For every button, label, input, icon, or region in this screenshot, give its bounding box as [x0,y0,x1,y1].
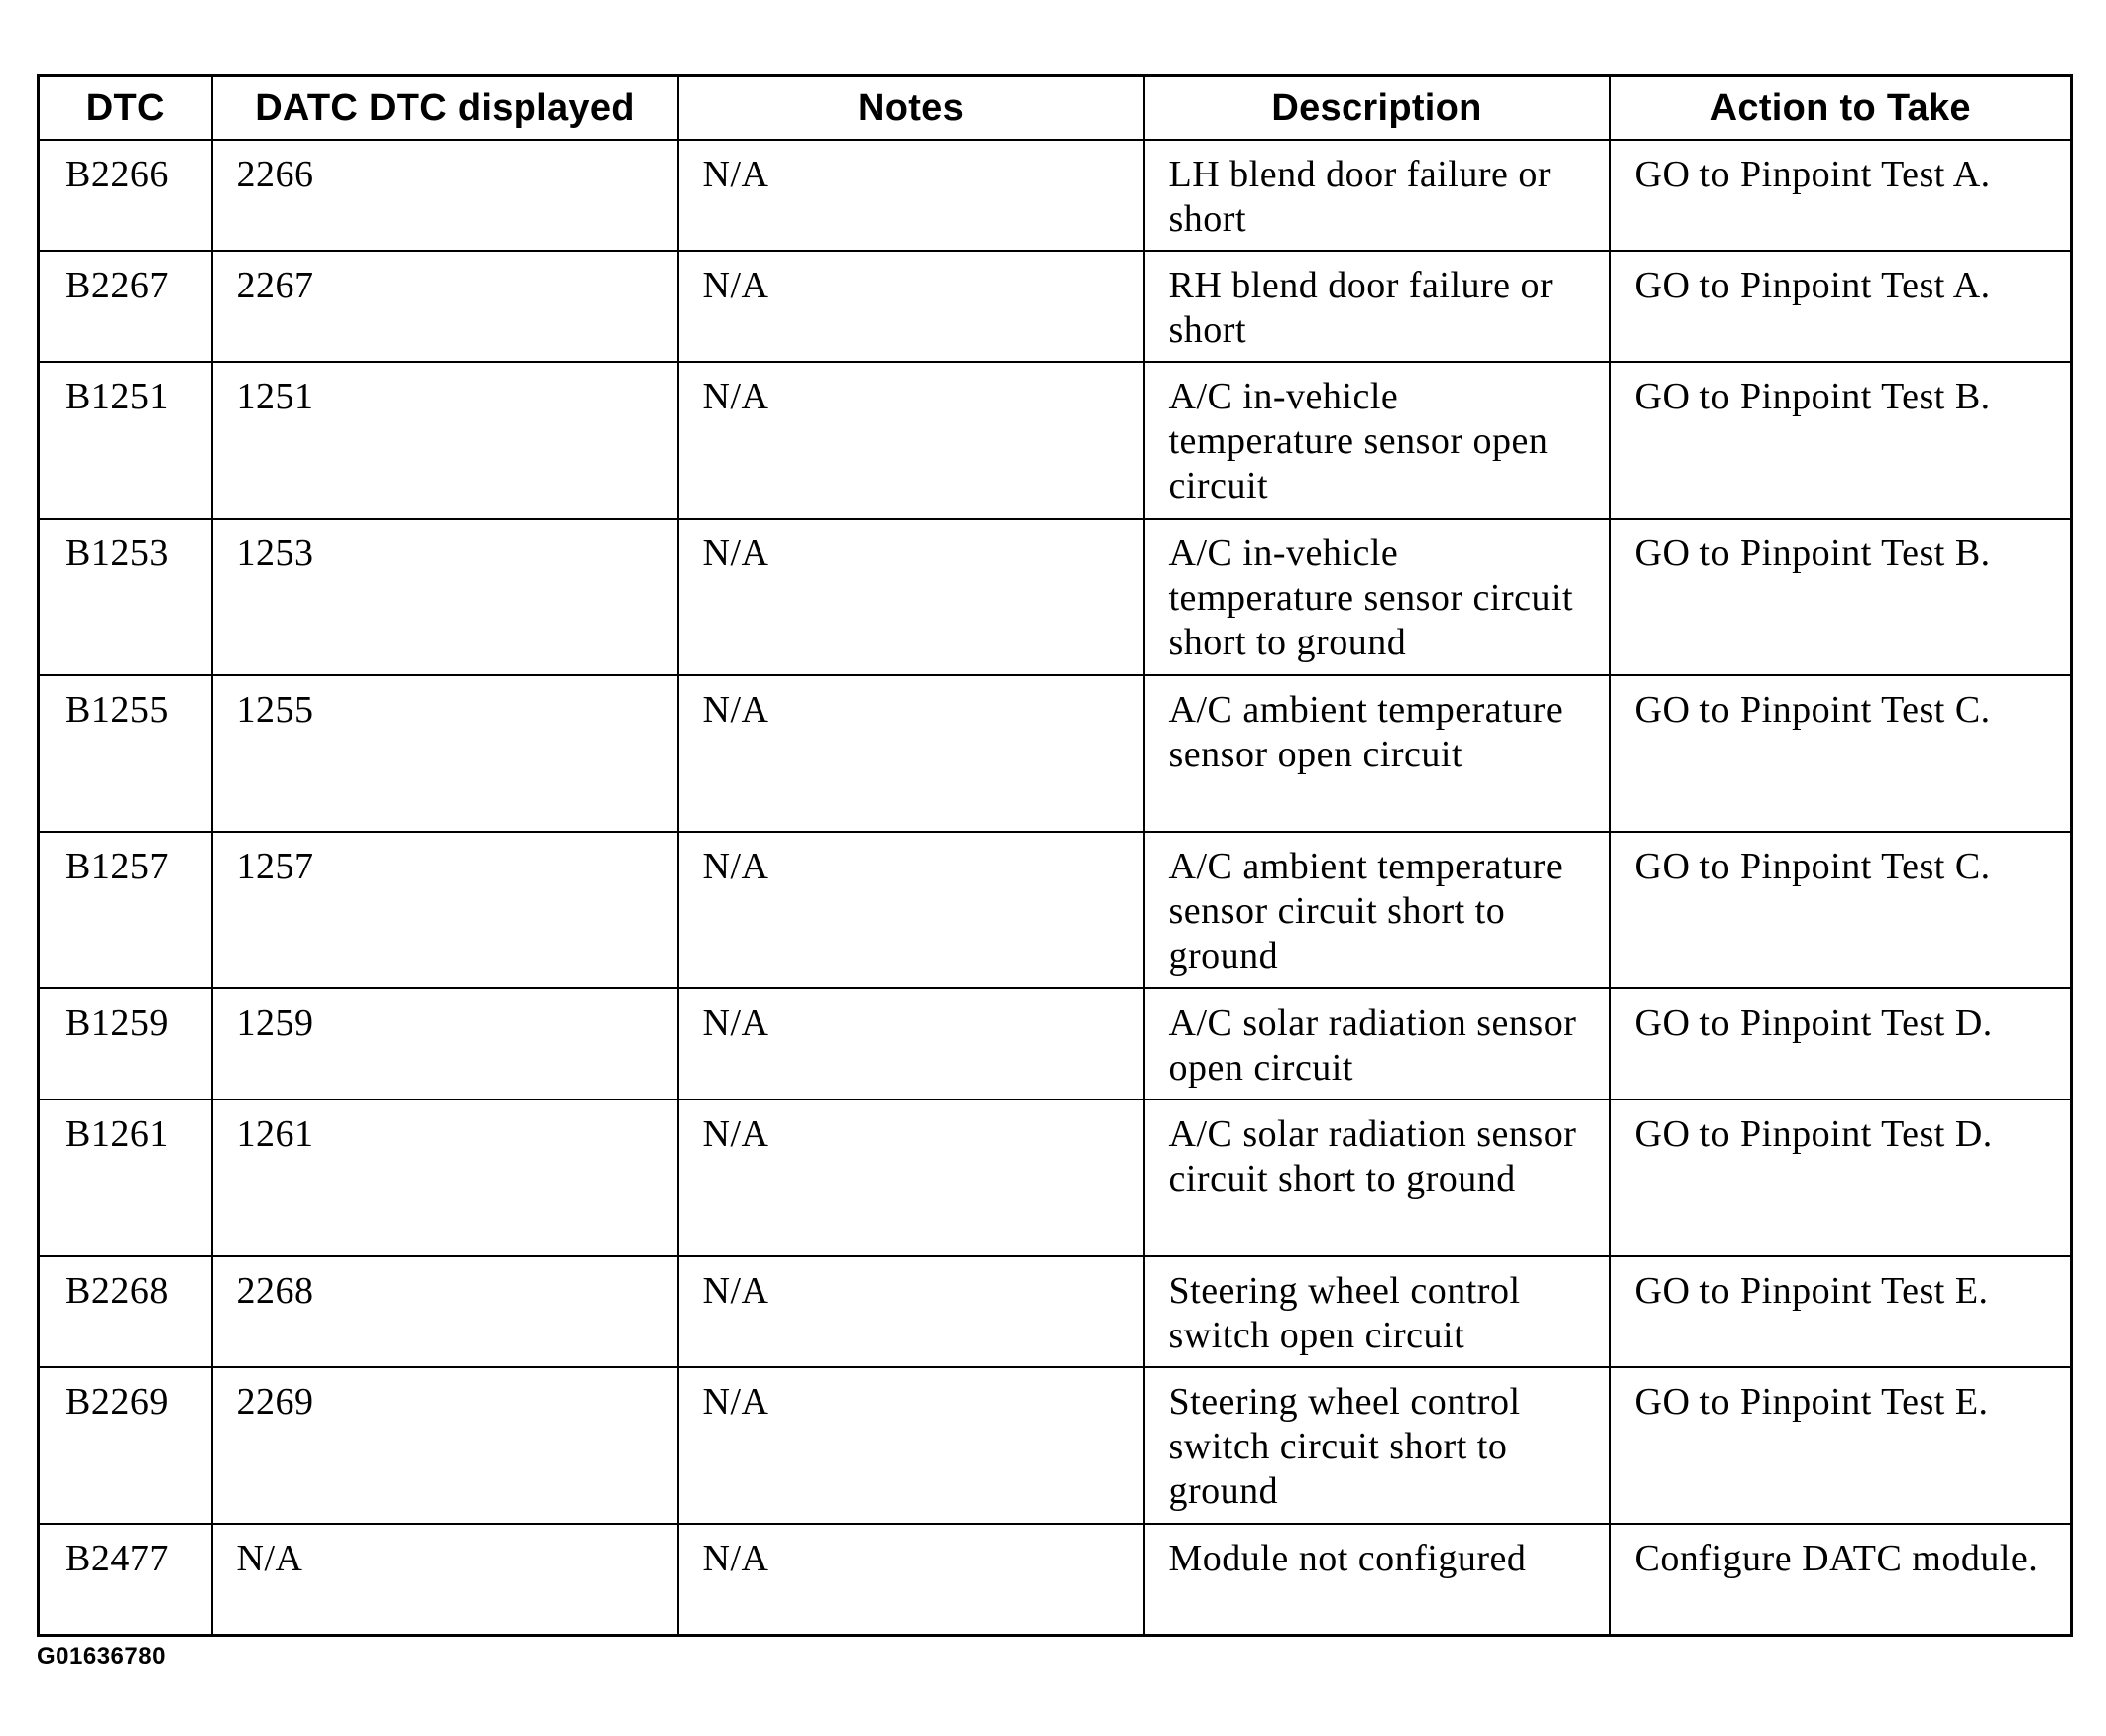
cell-description: A/C in-vehicle temperature sensor circuit short to ground [1144,519,1610,675]
table-row [39,140,2072,251]
table-row [39,988,2072,1099]
cell-dtc: B2477 [39,1524,212,1636]
cell-action: GO to Pinpoint Test B. [1610,362,2072,519]
header-description: Description [1144,76,1610,141]
cell-datc-dtc: 1255 [212,675,678,832]
cell-dtc: B1259 [39,988,212,1099]
cell-notes: N/A [678,140,1144,251]
cell-action: Configure DATC module. [1610,1524,2072,1636]
table-row [39,1256,2072,1367]
cell-dtc: B2268 [39,1256,212,1367]
cell-action: GO to Pinpoint Test A. [1610,251,2072,362]
table-row [39,1524,2072,1636]
cell-action: GO to Pinpoint Test E. [1610,1256,2072,1367]
cell-action: GO to Pinpoint Test A. [1610,140,2072,251]
cell-notes: N/A [678,1256,1144,1367]
cell-notes: N/A [678,832,1144,988]
cell-datc-dtc: 2269 [212,1367,678,1524]
header-notes: Notes [678,76,1144,141]
cell-dtc: B2269 [39,1367,212,1524]
cell-datc-dtc: N/A [212,1524,678,1636]
cell-description: A/C solar radiation sensor open circuit [1144,988,1610,1099]
dtc-table [37,74,2073,1637]
cell-notes: N/A [678,1099,1144,1256]
cell-datc-dtc: 2267 [212,251,678,362]
cell-dtc: B2266 [39,140,212,251]
table-row [39,362,2072,519]
header-datc-dtc-displayed: DATC DTC displayed [212,76,678,141]
table-body [39,140,2072,1636]
cell-datc-dtc: 1253 [212,519,678,675]
cell-description: A/C ambient temperature sensor circuit short to ground [1144,832,1610,988]
cell-datc-dtc: 2266 [212,140,678,251]
cell-notes: N/A [678,251,1144,362]
cell-notes: N/A [678,1524,1144,1636]
cell-description: RH blend door failure or short [1144,251,1610,362]
cell-description: A/C in-vehicle temperature sensor open circuit [1144,362,1610,519]
cell-action: GO to Pinpoint Test C. [1610,675,2072,832]
cell-action: GO to Pinpoint Test D. [1610,1099,2072,1256]
cell-description: A/C solar radiation sensor circuit short to ground [1144,1099,1610,1256]
cell-datc-dtc: 1261 [212,1099,678,1256]
table-row [39,251,2072,362]
cell-action: GO to Pinpoint Test C. [1610,832,2072,988]
figure-id: G01636780 [37,1643,166,1670]
cell-notes: N/A [678,988,1144,1099]
cell-dtc: B2267 [39,251,212,362]
cell-datc-dtc: 1257 [212,832,678,988]
cell-action: GO to Pinpoint Test E. [1610,1367,2072,1524]
cell-dtc: B1257 [39,832,212,988]
cell-datc-dtc: 1259 [212,988,678,1099]
table-row [39,519,2072,675]
cell-description: LH blend door failure or short [1144,140,1610,251]
header-dtc: DTC [39,76,212,141]
table-row [39,1367,2072,1524]
cell-notes: N/A [678,1367,1144,1524]
table-row [39,675,2072,832]
table-row [39,832,2072,988]
cell-description: Steering wheel control switch circuit short to ground [1144,1367,1610,1524]
cell-description: Steering wheel control switch open circuit [1144,1256,1610,1367]
table-header [39,76,2072,141]
cell-datc-dtc: 2268 [212,1256,678,1367]
cell-dtc: B1251 [39,362,212,519]
cell-dtc: B1253 [39,519,212,675]
header-row [39,76,2072,141]
cell-dtc: B1261 [39,1099,212,1256]
cell-notes: N/A [678,362,1144,519]
cell-notes: N/A [678,675,1144,832]
cell-description: Module not configured [1144,1524,1610,1636]
cell-datc-dtc: 1251 [212,362,678,519]
table-row [39,1099,2072,1256]
cell-action: GO to Pinpoint Test D. [1610,988,2072,1099]
cell-dtc: B1255 [39,675,212,832]
cell-notes: N/A [678,519,1144,675]
header-action-to-take: Action to Take [1610,76,2072,141]
cell-action: GO to Pinpoint Test B. [1610,519,2072,675]
cell-description: A/C ambient temperature sensor open circuit [1144,675,1610,832]
